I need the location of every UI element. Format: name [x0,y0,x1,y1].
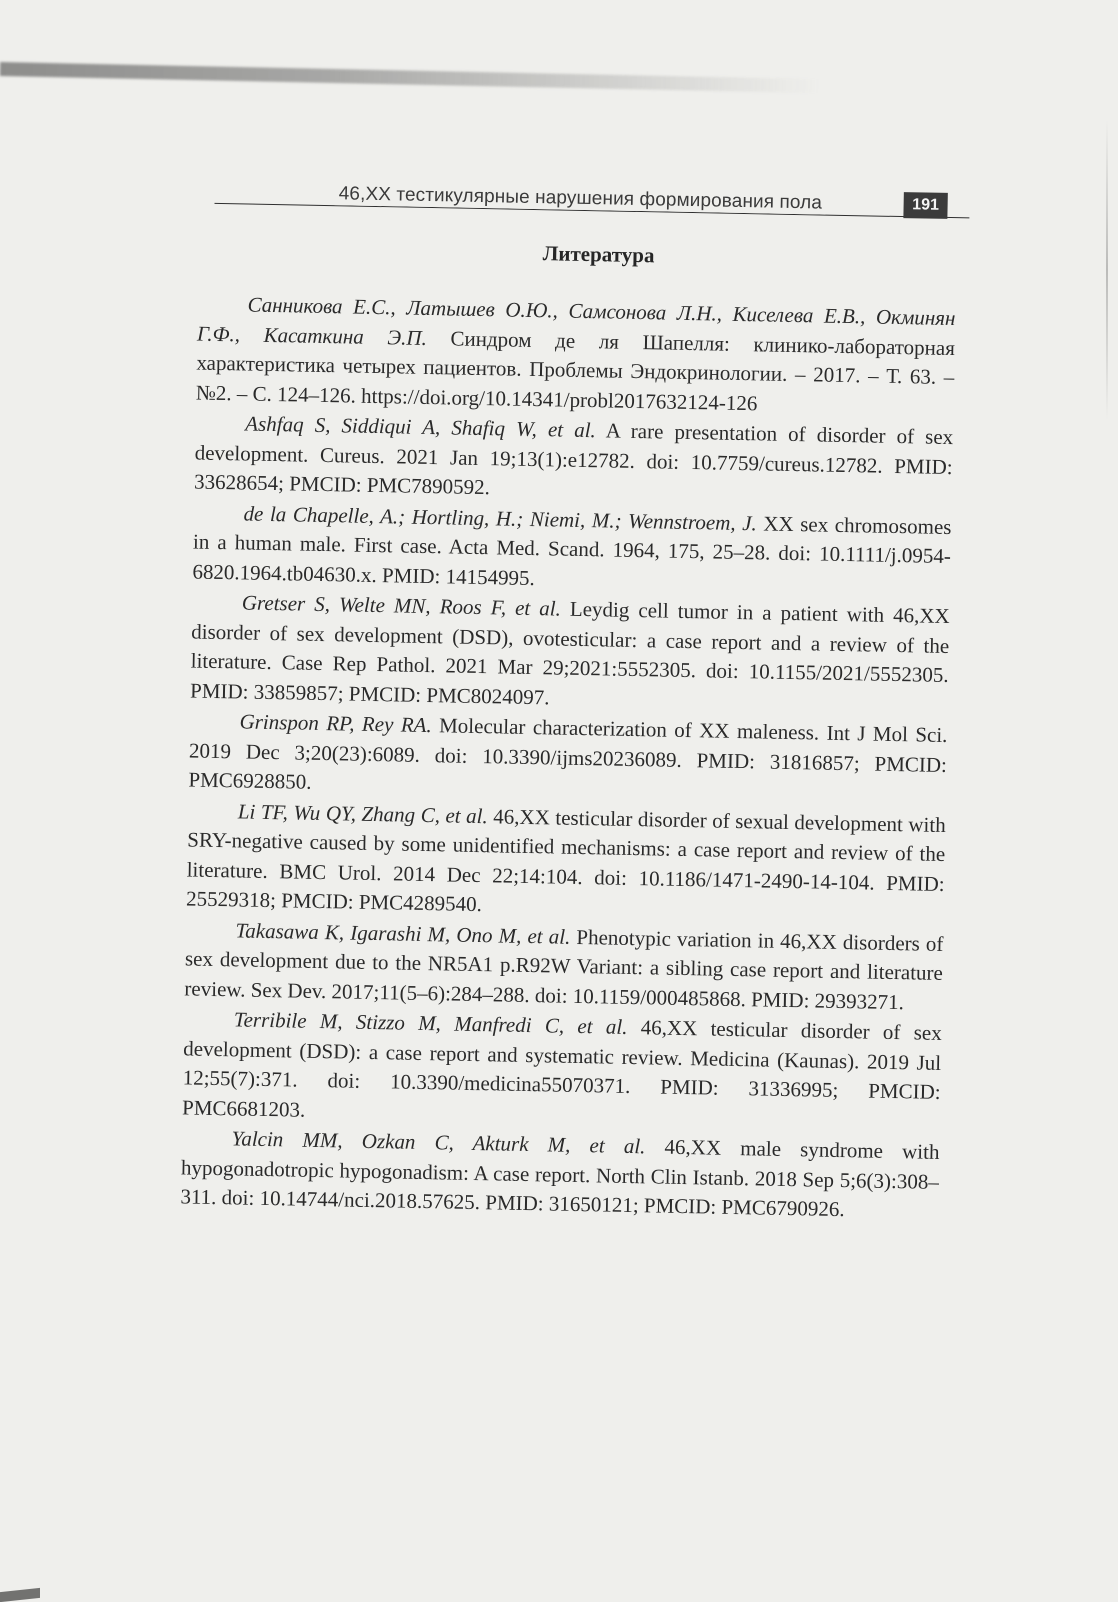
scan-edge-artifact [1106,120,1108,420]
page-number-badge: 191 [903,192,947,219]
reference-authors: Санникова Е.С., Латышев О.Ю., Самсонова Л.Н., Киселева Е.В., Окминян Г.Ф., Касаткина Э.П. [196,292,956,350]
reference-text: Leydig cell tumor in a patient with 46,XX disorder of sex development (DSD), ovotesticular: a case report and a review of the literature. Case Rep Pathol. 2021 Mar 29;2021:5552305. doi: 10.1155/2021/5552305. PMID: 33859857; PMCID: PMC8024097. [189,596,950,709]
reference-authors: de la Chapelle, A.; Hortling, H.; Niemi, M.; Wennstroem, J. [243,500,758,535]
reference-item [184,915,944,1018]
reference-text: 46,XX testicular disorder of sexual development with SRY-negative caused by some unidentified mechanisms: a case report and review of the literature. BMC Urol. 2014 Dec 22;14:104. doi: 10.1186/1471-2490-14-104. PMID: 25529318; PMCID: PMC4289540. [185,803,946,917]
reference-item [190,588,950,721]
reference-item [186,796,946,929]
reference-item [194,409,954,512]
reference-list [150,289,968,1227]
reference-authors: Yalcin MM, Ozkan C, Akturk M, et al. [231,1126,646,1159]
book-page [150,178,970,1228]
reference-text: Phenotypic variation in 46,XX disorders of sex development due to the NR5A1 p.R92W Variant: a sibling case report and literature review. Sex Dev. 2017;11(5–6):284–288. doi: 10.1159/000485868. PMID: 29393271. [184,924,944,1014]
reference-text: A rare presentation of disorder of sex development. Cureus. 2021 Jan 19;13(1):e12782. doi: 10.7759/cureus.12782. PMID: 33628654; PMCID: PMC7890592. [193,418,954,500]
reference-authors: Gretser S, Welte MN, Roos F, et al. [241,590,562,621]
reference-item [192,498,952,601]
reference-item [188,706,948,809]
running-header [169,178,970,227]
running-title: 46,XX тестикулярные нарушения формирования пола [335,183,827,214]
reference-authors: Li TF, Wu QY, Zhang C, et al. [237,798,489,828]
section-title: Литература [542,241,655,268]
scan-shadow-artifact [0,62,820,93]
reference-text: Molecular characterization of XX maleness. Int J Mol Sci. 2019 Dec 3;20(23):6089. doi: 10.3390/ijms20236089. PMID: 31816857; PMCID: PMC6928850. [188,713,948,794]
reference-authors: Terribile M, Stizzo M, Manfredi C, et al. [233,1007,628,1039]
reference-item [196,290,956,423]
reference-text: 46,XX testicular disorder of sex development (DSD): a case report and systematic review. Medicina (Kaunas). 2019 Jul 12;55(7):371. doi: 10.3390/medicina55070371. PMID: 31336995; PMCID: PMC6681203. [181,1014,942,1122]
reference-item [180,1123,940,1226]
reference-text: 46,XX male syndrome with hypogonadotropic hypogonadism: A case report. North Clin Istanb. 2018 Sep 5;6(3):308–311. doi: 10.14744/nci.2018.57625. PMID: 31650121; PMCID: PMC6790926. [180,1134,940,1222]
reference-text: XX sex chromosomes in a human male. First case. Acta Med. Scand. 1964, 175, 25–28. doi: 10.1111/j.0954-6820.1964.tb04630.x. PMID: 14154995. [192,510,952,590]
reference-item [182,1004,942,1137]
reference-authors: Grinspon RP, Rey RA. [239,709,432,738]
reference-authors: Takasawa K, Igarashi M, Ono M, et al. [235,917,571,949]
reference-authors: Ashfaq S, Siddiqui A, Shafiq W, et al. [245,411,597,443]
reference-text: Синдром де ля Шапелля: клинико-лабораторная характеристика четырех пациентов. Проблемы Эндокринологии. – 2017. – Т. 63. –№2. – С. 124–126. https://doi.org/10.14341/probl2017632124-126 [195,325,956,415]
